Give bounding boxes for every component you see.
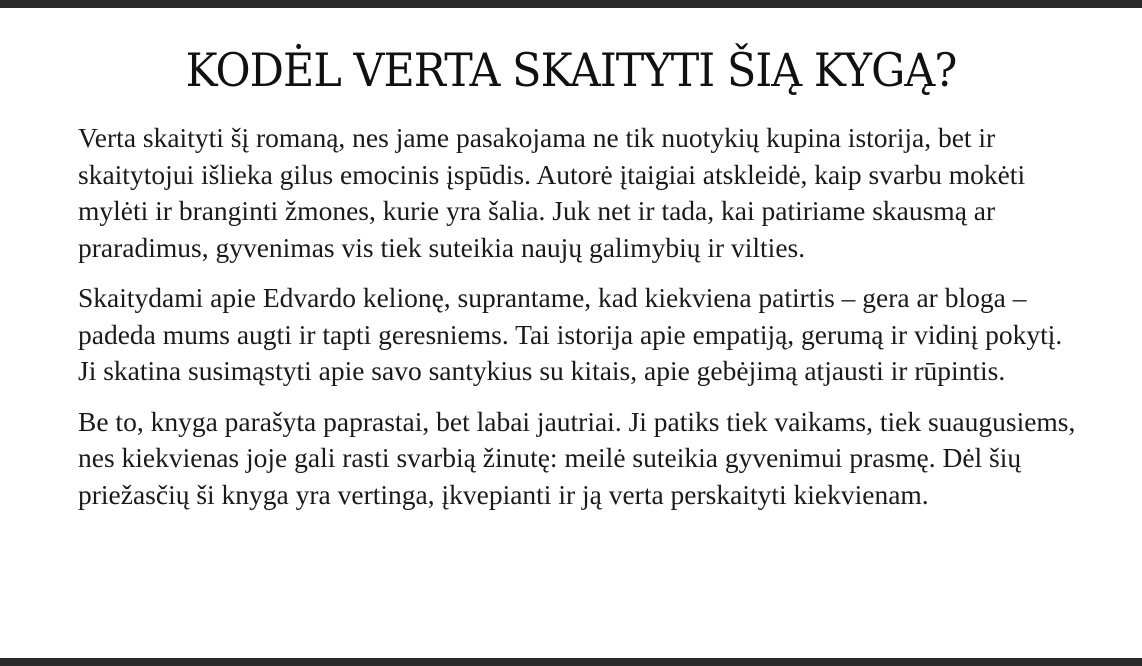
slide-title: KODĖL VERTA SKAITYTI ŠIĄ KYGĄ? — [185, 43, 957, 97]
paragraph-2: Skaitydami apie Edvardo kelionę, suprantame, kad kiekviena patirtis – gera ar bloga – padeda mums augti ir tapti geresniems. Tai istorija apie empatiją, gerumą ir vidinį pokytį. Ji skatina susimąstyti apie savo santykius su kitais, apie gebėjimą atjausti ir rūpintis. — [78, 282, 1063, 386]
slide-body — [78, 120, 1078, 527]
slide — [0, 8, 1142, 658]
paragraph-3: Be to, knyga parašyta paprastai, bet labai jautriai. Ji patiks tiek vaikams, tiek suaugusiems, nes kiekvienas joje gali rasti svarbią žinutę: meilė suteikia gyvenimui prasmę. Dėl šių priežasčių ši knyga yra vertinga, įkvepianti ir ją verta perskaityti kiekvienam. — [78, 405, 1076, 510]
paragraph-1: Verta skaityti šį romaną, nes jame pasakojama ne tik nuotykių kupina istorija, bet ir skaitytojui išlieka gilus emocinis įspūdis. Autorė įtaigiai atskleidė, kaip svarbu mokėti mylėti ir branginti žmones, kurie yra šalia. Juk net ir tada, kai patiriame skausmą ar praradimus, gyvenimas vis tiek suteikia naujų galimybių ir vilties. — [78, 122, 1026, 263]
